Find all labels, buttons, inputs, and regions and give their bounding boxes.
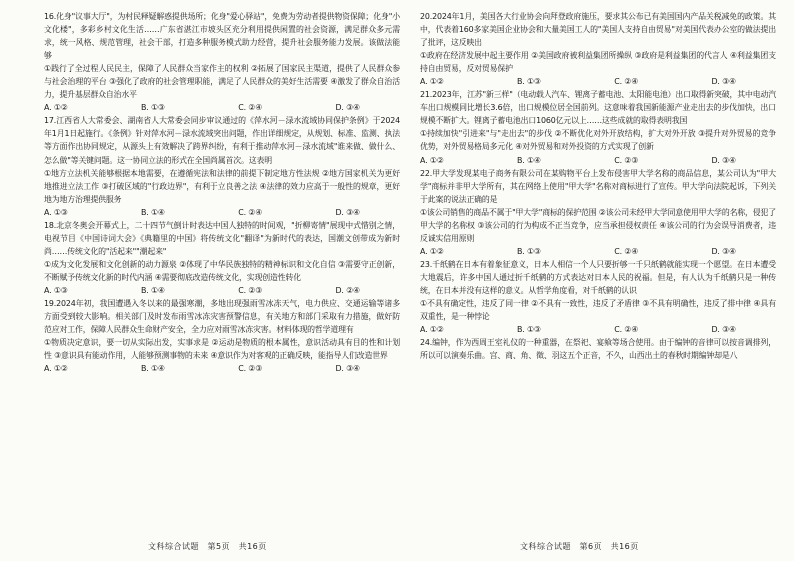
q22-options [420, 245, 776, 258]
q17-option-a: A. ①③ [44, 207, 68, 217]
q21-option-c: C. ②③ [614, 155, 639, 165]
q22-stem: 22.甲大学发现某电子商务有限公司在某购物平台上发布侵害甲大学名称的商品信息，某公司认为"甲大学"商标并非甲大学所有，其在网络上使用"甲大学"名称对商标进行了宣传。甲大学向法院起诉，下列关于此案的说法正确的是 [420, 168, 776, 204]
q23-stem: 23.千纸鹤在日本有着象征意义，日本人相信一个人只要折够一千只纸鹤就能实现一个愿望。在日本遭受大地震后，许多中国人通过折千纸鹤的方式表达对日本人民的祝福。但是，有人认为千纸鹤只是一种传统，在日本并没有这样的意义。从哲学角度看，对千纸鹤的认识 [420, 259, 776, 295]
q19-option-b: B. ①④ [141, 364, 165, 374]
q17-option-b: B. ①④ [141, 207, 165, 217]
q20-choices: ①政府在经济发展中起主要作用 ②美国政府被利益集团所操纵 ③政府是利益集团的代言人 ④利益集团支持自由贸易，反对贸易保护 [420, 51, 776, 74]
q19-option-c: C. ②③ [238, 364, 263, 374]
q22-option-b: B. ①③ [517, 246, 541, 256]
q20-option-d: D. ③④ [711, 77, 736, 87]
q17-stem: 17.江西省人大常委会、湖南省人大常委会同步审议通过的《萍水河－渌水流域协同保护条例》于2024年1月1日起施行。《条例》针对萍水河－渌水流域突出问题，作出详细规定，从规划、标准、监测、执法等方面作出协同规定，从源头上有效解决了跨界纠纷，有利于推动萍水河－渌水流域"谁来做、做什么、怎么做"等关键问题。这一协同立法的形式在全国尚属首次。这表明 [44, 116, 400, 165]
q16-choices: ①践行了全过程人民民主，保障了人民群众当家作主的权利 ②拓展了国家民主渠道，提供了人民群众参与社会治理的平台 ③强化了政府的社会管理职能，满足了人民群众的美好生活需要 ④激发了群众自治活力，提升基层群众自治水平 [44, 64, 400, 100]
q16-option-d: D. ③④ [335, 103, 360, 113]
q23-option-c: C. ②④ [614, 325, 639, 335]
q23-choices: ①不具有确定性，违反了同一律 ②不具有一致性，违反了矛盾律 ③不具有明确性，违反了排中律 ④具有双重性，是一种悖论 [420, 299, 776, 322]
q17-choices: ①地方立法机关能够根据本地需要，在遵循宪法和法律的前提下制定地方性法规 ②地方国家机关为更好地推进立法工作 ③打破区域的"行政边界"，有利于立良善之法 ④法律的效力应高于一般性的规章，更好地为地方治理提供服务 [44, 168, 400, 204]
footer-page-5: 文科综合试题 第5页 共16页 [148, 542, 267, 551]
q23-option-b: B. ①③ [517, 325, 541, 335]
q20-option-c: C. ②④ [614, 77, 639, 87]
column-divider [401, 8, 402, 548]
footer-page-6: 文科综合试题 第6页 共16页 [520, 542, 639, 551]
q18-option-b: B. ①④ [141, 285, 165, 295]
q16-option-c: C. ②④ [238, 103, 263, 113]
q24-stem: 24.编钟，作为西周王室礼仪的一种重器，在祭祀、宴飨等场合使用。由于编钟的音律可以按音调排列，所以可以演奏乐曲。宫、商、角、徵、羽这五个正音，不久，山西出土的春秋时期编钟却是八 [420, 338, 776, 361]
q23-option-a: A. ①② [420, 325, 444, 335]
q22-option-a: A. ①② [420, 246, 444, 256]
q22-choices: ①该公司销售的商品不属于"甲大学"商标的保护范围 ②该公司未经甲大学同意使用甲大学的名称，侵犯了甲大学的名称权 ③该公司的行为构成不正当竞争，应当承担侵权责任 ④该公司的行为会误导消费者，违反诚实信用原则 [420, 207, 777, 243]
q18-choices: ①成为文化发展和文化创新的动力源泉 ②体现了中华民族独特的精神标识和文化自信 ③需要守正创新，不断赋予传统文化新的时代内涵 ④需要彻底改造传统文化，实现创造性转化 [44, 259, 400, 282]
q19-choices: ①物质决定意识，要一切从实际出发，实事求是 ②运动是物质的根本属性，意识活动具有目的性和计划性 ③意识具有能动作用，人能够预测事物的未来 ④意识作为对客观的正确反映，能指导人们改造世界 [44, 338, 400, 361]
q16-option-a: A. ①② [44, 103, 68, 113]
q20-options [420, 75, 776, 88]
q17-option-c: C. ②④ [238, 207, 263, 217]
q19-options [44, 362, 400, 375]
q21-option-b: B. ①④ [517, 155, 541, 165]
left-column [44, 10, 400, 375]
q21-option-d: D. ③④ [711, 155, 736, 165]
q18-option-a: A. ①③ [44, 285, 68, 295]
q20-option-b: B. ①③ [517, 77, 541, 87]
right-column [420, 10, 776, 362]
q18-option-d: D. ②④ [335, 285, 360, 295]
q16-stem: 16.化身"议事大厅"，为村民释疑解惑提供场所；化身"爱心驿站"，免费为劳动者提供物资保障；化身"小文化楼"，多彩乡村文化生活……广东省湛江市坡头区充分利用提供闲置的社会资源，满足群众多元需求，统一风格、规范管理，社会干部，打造多种服务模式助力经营，提升社会服务能力发展。该做法能够 [44, 12, 400, 61]
q20-stem: 20.2024年1月，美国各大行业协会向拜登政府施压，要求其公布已有美国国内产品关税减免的政策。其中，代表着160多家美国企业协会和大量美国工人的"美国人支持自由贸易"对美国代表办公室的做法提出了批评，这反映出 [420, 12, 776, 48]
q23-options [420, 323, 776, 336]
q16-options [44, 101, 400, 114]
q23-option-d: D. ③④ [711, 325, 736, 335]
q21-stem: 21.2023年，江苏"新三样"（电动载人汽车、锂离子蓄电池、太阳能电池）出口取得新突破，其中电动汽车出口规模同比增长3.6倍，出口规模位居全国前列。这意味着我国新能源产业走出去的步伐加快，出口规模不断扩大。锂离子蓄电池出口1060亿元以上……这些成就的取得表明我国 [420, 90, 776, 126]
q18-options [44, 284, 400, 297]
q18-stem: 18.北京冬奥会开幕式上，二十四节气倒计时表达中国人独特的时间观，"折柳寄情"展现中式惜别之情，电视节目《中国诗词大会》《典籍里的中国》将传统文化"翻译"为新时代的表达，国潮文创带成为新时尚……传统文化的"活起来""潮起来" [44, 220, 400, 256]
q21-option-a: A. ①② [420, 155, 444, 165]
q19-stem: 19.2024年初，我国遭遇入冬以来的最强寒潮，多地出现强雨雪冰冻天气，电力供应、交通运输等诸多方面受到较大影响。相关部门及时发布雨雪冰冻灾害预警信息，有关地方和部门采取有力措施，做好防范应对工作，保障人民群众生命财产安全，全力应对雨雪冰冻灾害。材料体现的哲学道理有 [44, 299, 400, 335]
q22-option-c: C. ②④ [614, 246, 639, 256]
q17-options [44, 206, 400, 219]
q22-option-d: D. ③④ [711, 246, 736, 256]
q18-option-c: C. ②③ [238, 285, 263, 295]
q19-option-a: A. ①② [44, 364, 68, 374]
q17-option-d: D. ③④ [335, 207, 360, 217]
q20-option-a: A. ①② [420, 77, 444, 87]
q21-choices: ①持续加快"引进来"与"走出去"的步伐 ②不断优化对外开放结构，扩大对外开放 ③提升对外贸易的竞争优势，对外贸易格局多元化 ④对外贸易和对外投资的方式实现了创新 [420, 129, 776, 152]
q16-option-b: B. ①③ [141, 103, 165, 113]
q21-options [420, 154, 776, 167]
q19-option-d: D. ③④ [335, 364, 360, 374]
